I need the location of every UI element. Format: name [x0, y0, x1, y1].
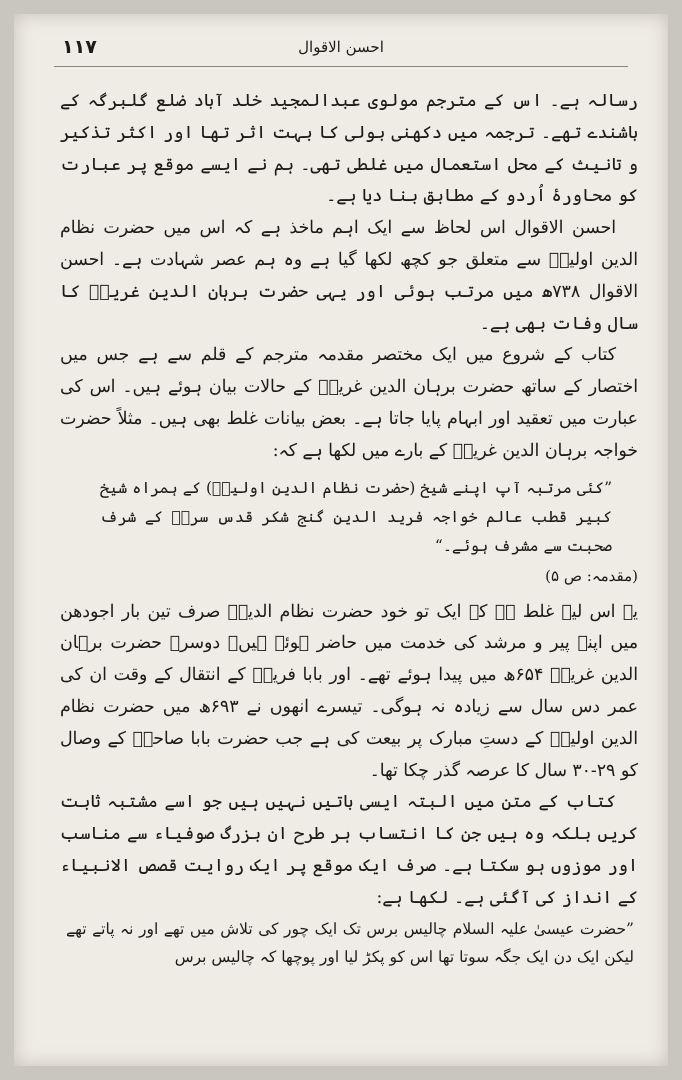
block-quote: ”حضرت عیسیٰ علیہ السلام چالیس برس تک ایک چور کی تلاش میں تھے اور نہ پاتے تھے لیکن ایک دن ایک جگہ سوتا تھا اس کو پکڑ لیا اور پوچھا کہ چالیس برس: [66, 919, 634, 966]
paragraph: کتاب کے شروع میں ایک مختصر مقدمہ مترجم کے قلم سے ہے جس میں اختصار کے ساتھ حضرت برہان الدین غریبؒ کے حالات بیان ہوئے ہیں۔ اس کی عبارت میں تعقید اور ابہام پایا جاتا ہے۔ بعض بیانات غلط بھی ہیں۔ مثلاً حضرت خواجہ برہان الدین غریبؒ کے بارے میں لکھا ہے کہ:: [60, 345, 638, 461]
quote-citation: (مقدمہ: ص ۵): [545, 566, 638, 585]
paragraph: رسالہ ہے۔ اس کے مترجم مولوی عبدالمجید خلد آباد ضلع گلبرگہ کے باشندے تھے۔ ترجمہ میں دکھنی بولی کا بہت اثر تھا اور اکثر تذکیر و تانیث کے محل استعمال میں غلطی تھی۔ ہم نے ایسے موقع پر عبارت کو محاورۂ اُردو کے مطابق بنا دیا ہے۔: [60, 91, 638, 207]
running-title: احسن الاقوال: [298, 38, 384, 56]
page-header: [14, 36, 668, 62]
paragraph: احسن الاقوال اس لحاظ سے ایک اہم ماخذ ہے کہ اس میں حضرت نظام الدین اولیاؒ سے متعلق جو کچھ لکھا گیا ہے وہ ہم عصر شہادت ہے۔ احسن الاقوال ۷۳۸ھ میں مرتب ہوئی اور یہی حضرت برہان الدین غریبؒ کا سال وفات بھی ہے۔: [60, 218, 639, 334]
header-rule: [54, 66, 628, 67]
paragraph: یہ اس لیے غلط ہے کہ ایک تو خود حضرت نظام الدینؒ صرف تین بار اجودھن میں اپنے پیر و مرشد کی خدمت میں حاضر ہوئے ہیں۔ دوسرے حضرت برہان الدین غریبؒ ۶۵۴ھ میں پیدا ہوئے تھے۔ اور بابا فریدؒ کے انتقال کے وقت ان کی عمر دس سال سے زیادہ نہ ہوگی۔ تیسرے انھوں نے ۶۹۳ھ میں حضرت نظام الدین اولیاؒ کے دستِ مبارک پر بیعت کی ہے جب حضرت بابا صاحبؒ کے وصال کو ۲۹-۳۰ سال کا عرصہ گذر چکا تھا۔: [60, 601, 638, 781]
page-number: ١١٧: [62, 36, 97, 58]
block-quote: ”کئی مرتبہ آپ اپنے شیخ (حضرت نظام الدین اولیاؒ) کے ہمراہ شیخ کبیر قطب عالم خواجہ فرید الدین گنج شکر قدس سرہٗ کے شرف صحبت سے مشرف ہوئے۔“: [100, 478, 612, 555]
paragraph: کتاب کے متن میں البتہ ایسی باتیں نہیں ہیں جو اسے مشتبہ ثابت کریں بلکہ وہ ہیں جن کا انتساب ہر طرح ان بزرگ صوفیاء سے مناسب اور موزوں ہو سکتا ہے۔ صرف ایک موقع پر ایک روایت قصص الانبیاء کے انداز کی آگئی ہے۔ لکھا ہے:: [60, 792, 638, 908]
body-text: [60, 86, 638, 971]
book-page: [14, 14, 668, 1066]
